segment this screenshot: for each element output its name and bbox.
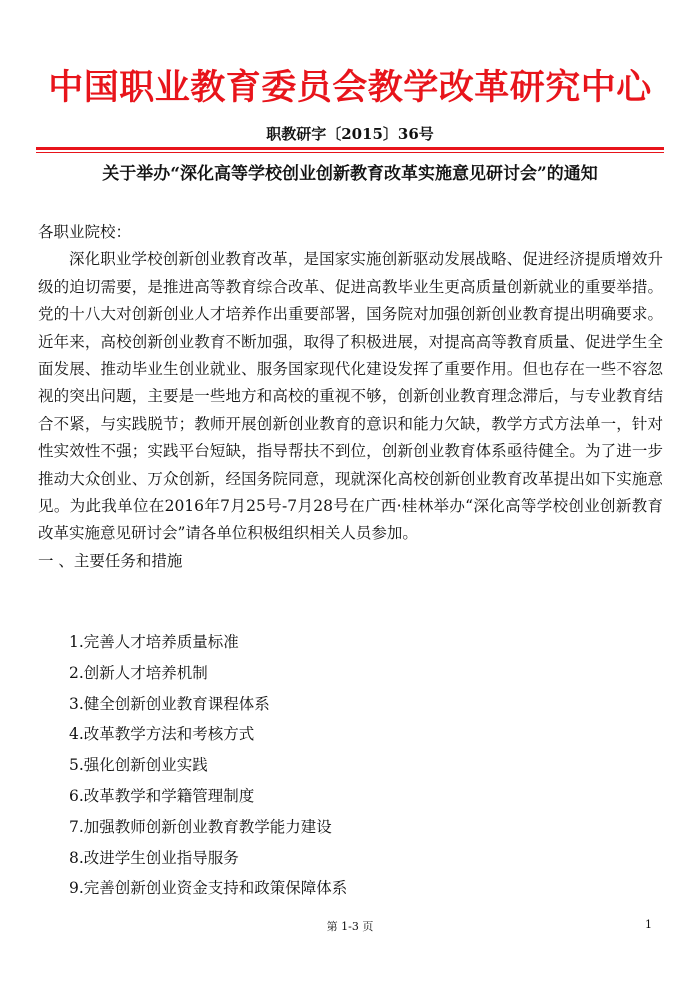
list-item: 9.完善创新创业资金支持和政策保障体系 — [69, 879, 348, 898]
organization-header: 中国职业教育委员会教学改革研究中心 — [48, 68, 652, 108]
measures-list — [69, 627, 347, 904]
section-heading: 一 、主要任务和措施 — [38, 551, 183, 570]
list-item: 5.强化创新创业实践 — [69, 756, 208, 775]
footer-page-number: 1 — [645, 918, 652, 931]
list-item: 3.健全创新创业教育课程体系 — [69, 694, 270, 713]
list-item: 7.加强教师创新创业教育教学能力建设 — [69, 817, 332, 836]
list-item: 4.改革教学方法和考核方式 — [69, 725, 255, 744]
header-rule-thick — [36, 147, 664, 150]
footer-page-label: 第 1-3 页 — [326, 920, 374, 933]
list-item: 1.完善人才培养质量标准 — [69, 633, 239, 651]
notice-title: 关于举办“深化高等学校创业创新教育改革实施意见研讨会”的通知 — [102, 164, 598, 184]
list-item: 8.改进学生创业指导服务 — [69, 848, 239, 867]
list-item: 6.改革教学和学籍管理制度 — [69, 786, 255, 805]
document-body — [38, 219, 663, 575]
salutation: 各职业院校： — [38, 223, 132, 241]
document-number: 职教研字〔2015〕36号 — [266, 125, 434, 143]
list-item: 2.创新人才培养机制 — [69, 663, 208, 682]
header-rule-thin — [36, 152, 664, 153]
body-paragraph: 深化职业学校创新创业教育改革，是国家实施创新驱动发展战略、促进经济提质增效升级的迫切需要，是推进高等教育综合改革、促进高教毕业生更高质量创新就业的重要举措。党的十八大对创新创业人才培养作出重要部署，国务院对加强创新创业教育提出明确要求。近年来，高校创新创业教育不断加强，取得了积极进展，对提高高等教育质量、促进学生全面发展、推动毕业生创业就业、服务国家现代化建设发挥了重要作用。但也存在一些不容忽视的突出问题，主要是一些地方和高校的重视不够，创新创业教育理念滞后，与专业教育结合不紧，与实践脱节；教师开展创新创业教育的意识和能力欠缺，教学方式方法单一，针对性实效性不强；实践平台短缺，指导帮扶不到位，创新创业教育体系亟待健全。为了进一步推动大众创业、万众创新，经国务院同意，现就深化高校创新创业教育改革提出如下实施意见。为此我单位在2016年7月25号-7月28号在广西·桂林举办“深化高等学校创业创新教育改革实施意见研讨会”请各单位积极组织相关人员参加。 — [38, 250, 663, 543]
